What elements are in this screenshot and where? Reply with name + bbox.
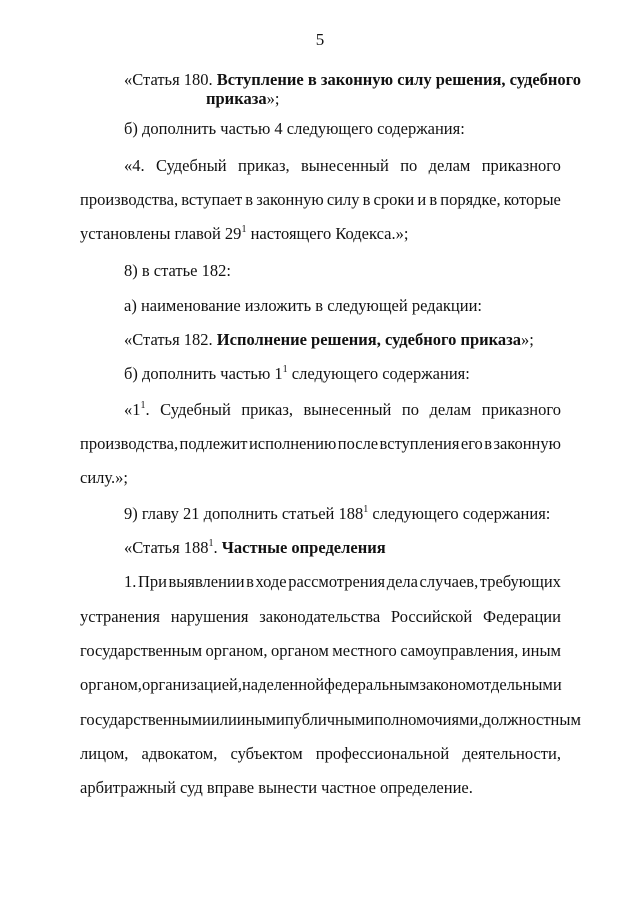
item-b-part11-text: б) дополнить частью 1 <box>124 364 283 383</box>
para1-line4 <box>80 675 561 695</box>
item-9-end: следующего содержания: <box>368 504 551 523</box>
word: выявлении <box>168 572 245 591</box>
word: адвокатом, <box>141 744 218 763</box>
word: приказного <box>481 400 561 419</box>
word: государственным <box>80 641 203 660</box>
article-188-title: Частные определения <box>221 538 386 557</box>
superscript: 1 <box>241 223 247 235</box>
article-180-title-line2: приказа <box>206 89 267 108</box>
word: органом <box>270 641 329 660</box>
word: по <box>400 156 418 175</box>
word: Российской <box>390 607 473 626</box>
word: законодательства <box>259 607 381 626</box>
word: вступает <box>181 190 243 209</box>
word: органом, <box>80 675 142 694</box>
item-b-part11 <box>124 364 470 384</box>
word: вынесенный <box>300 156 389 175</box>
quote11-line1 <box>124 400 561 420</box>
word: устранения <box>80 607 160 626</box>
quote11-line2 <box>80 434 561 454</box>
quote4-line3-end: настоящего Кодекса.»; <box>246 224 409 243</box>
article-180-title-line1: Вступление в законную силу решения, судебного <box>216 70 581 89</box>
word: «4. <box>124 156 145 175</box>
word: производства, <box>80 190 179 209</box>
word: по <box>401 400 419 419</box>
para1-line6 <box>80 744 561 764</box>
article-182-prefix: «Статья 182. <box>124 330 217 349</box>
article-182-title: Исполнение решения, судебного приказа <box>216 330 522 349</box>
word: и <box>417 190 427 209</box>
word: полномочиями, <box>374 710 483 729</box>
word: в <box>245 190 254 209</box>
word: профессиональной <box>315 744 450 763</box>
word: делам <box>429 400 472 419</box>
article-182-heading <box>124 330 534 350</box>
word: его <box>460 434 483 453</box>
quote11-marker-number: «1 <box>124 400 141 419</box>
word: приказ, <box>237 156 290 175</box>
word: вынесенный <box>303 400 392 419</box>
para1-line5 <box>80 710 581 730</box>
word: подлежит <box>179 434 248 453</box>
word: деятельности, <box>462 744 561 763</box>
word: иными <box>236 710 285 729</box>
item-b-part11-end: следующего содержания: <box>287 364 470 383</box>
word: публичными <box>284 710 375 729</box>
quote4-line1 <box>124 156 561 176</box>
word: дела <box>386 572 418 591</box>
item-8: 8) в статье 182: <box>124 261 231 280</box>
article-188-dot: . <box>213 538 222 557</box>
word: делам <box>428 156 471 175</box>
word: производства, <box>80 434 179 453</box>
para1-line7: арбитражный суд вправе вынести частное определение. <box>80 778 473 797</box>
word: Судебный <box>155 156 227 175</box>
word: приказного <box>481 156 561 175</box>
quote11-marker-dot: . <box>145 400 150 419</box>
word: органом, <box>205 641 268 660</box>
word: в <box>484 434 493 453</box>
word: требующих <box>479 572 561 591</box>
superscript: 1 <box>282 363 288 375</box>
superscript: 1 <box>363 503 369 515</box>
quote4-line3-text: установлены главой 29 <box>80 224 242 243</box>
word: которые <box>503 190 561 209</box>
word: законную <box>493 434 561 453</box>
word: При <box>137 572 167 591</box>
word: порядке, <box>440 190 501 209</box>
item-9-text: 9) главу 21 дополнить статьей 188 <box>124 504 364 523</box>
word: Судебный <box>160 400 231 419</box>
word: наделенной <box>241 675 325 694</box>
word: случаев, <box>419 572 479 591</box>
superscript: 1 <box>208 537 214 549</box>
article-188-prefix: «Статья 188 <box>124 538 209 557</box>
quote4-line2 <box>80 190 561 210</box>
article-180-prefix: «Статья 180. <box>124 70 217 89</box>
article-180-heading-cont <box>206 89 279 109</box>
word: федеральным <box>324 675 420 694</box>
word: сроки <box>373 190 415 209</box>
para1-line1 <box>124 572 561 592</box>
word: в <box>362 190 371 209</box>
quote11-line3: силу.»; <box>80 468 128 487</box>
word: самоуправления, <box>400 641 519 660</box>
word: законную <box>256 190 324 209</box>
word: в <box>246 572 254 591</box>
word: нарушения <box>170 607 249 626</box>
word: вступления <box>379 434 460 453</box>
word: организацией, <box>141 675 242 694</box>
word: лицом, <box>80 744 129 763</box>
word: или <box>210 710 237 729</box>
word: в <box>429 190 438 209</box>
article-182-suffix: »; <box>521 330 534 349</box>
word: 1. <box>124 572 137 591</box>
word: отдельными <box>475 675 562 694</box>
article-188-heading <box>124 538 386 558</box>
word: исполнению <box>248 434 337 453</box>
para1-line3 <box>80 641 561 661</box>
word: ходе <box>255 572 287 591</box>
word: приказ, <box>241 400 293 419</box>
word: законом <box>419 675 476 694</box>
quote11-marker <box>124 400 150 420</box>
item-9 <box>124 504 550 524</box>
word: Федерации <box>483 607 561 626</box>
article-180-heading <box>124 70 581 90</box>
word: должностным <box>482 710 581 729</box>
word: иным <box>521 641 561 660</box>
para1-line2 <box>80 607 561 627</box>
page-number: 5 <box>315 30 325 49</box>
item-a: а) наименование изложить в следующей редакции: <box>124 296 482 315</box>
word: субъектом <box>230 744 303 763</box>
superscript: 1 <box>140 399 146 411</box>
word: рассмотрения <box>288 572 386 591</box>
word: силу <box>326 190 360 209</box>
item-b-part4: б) дополнить частью 4 следующего содержания: <box>124 119 465 138</box>
quote4-line3 <box>80 224 408 244</box>
word: государственными <box>80 710 211 729</box>
article-180-suffix: »; <box>266 89 280 108</box>
word: после <box>337 434 379 453</box>
word: местного <box>332 641 397 660</box>
